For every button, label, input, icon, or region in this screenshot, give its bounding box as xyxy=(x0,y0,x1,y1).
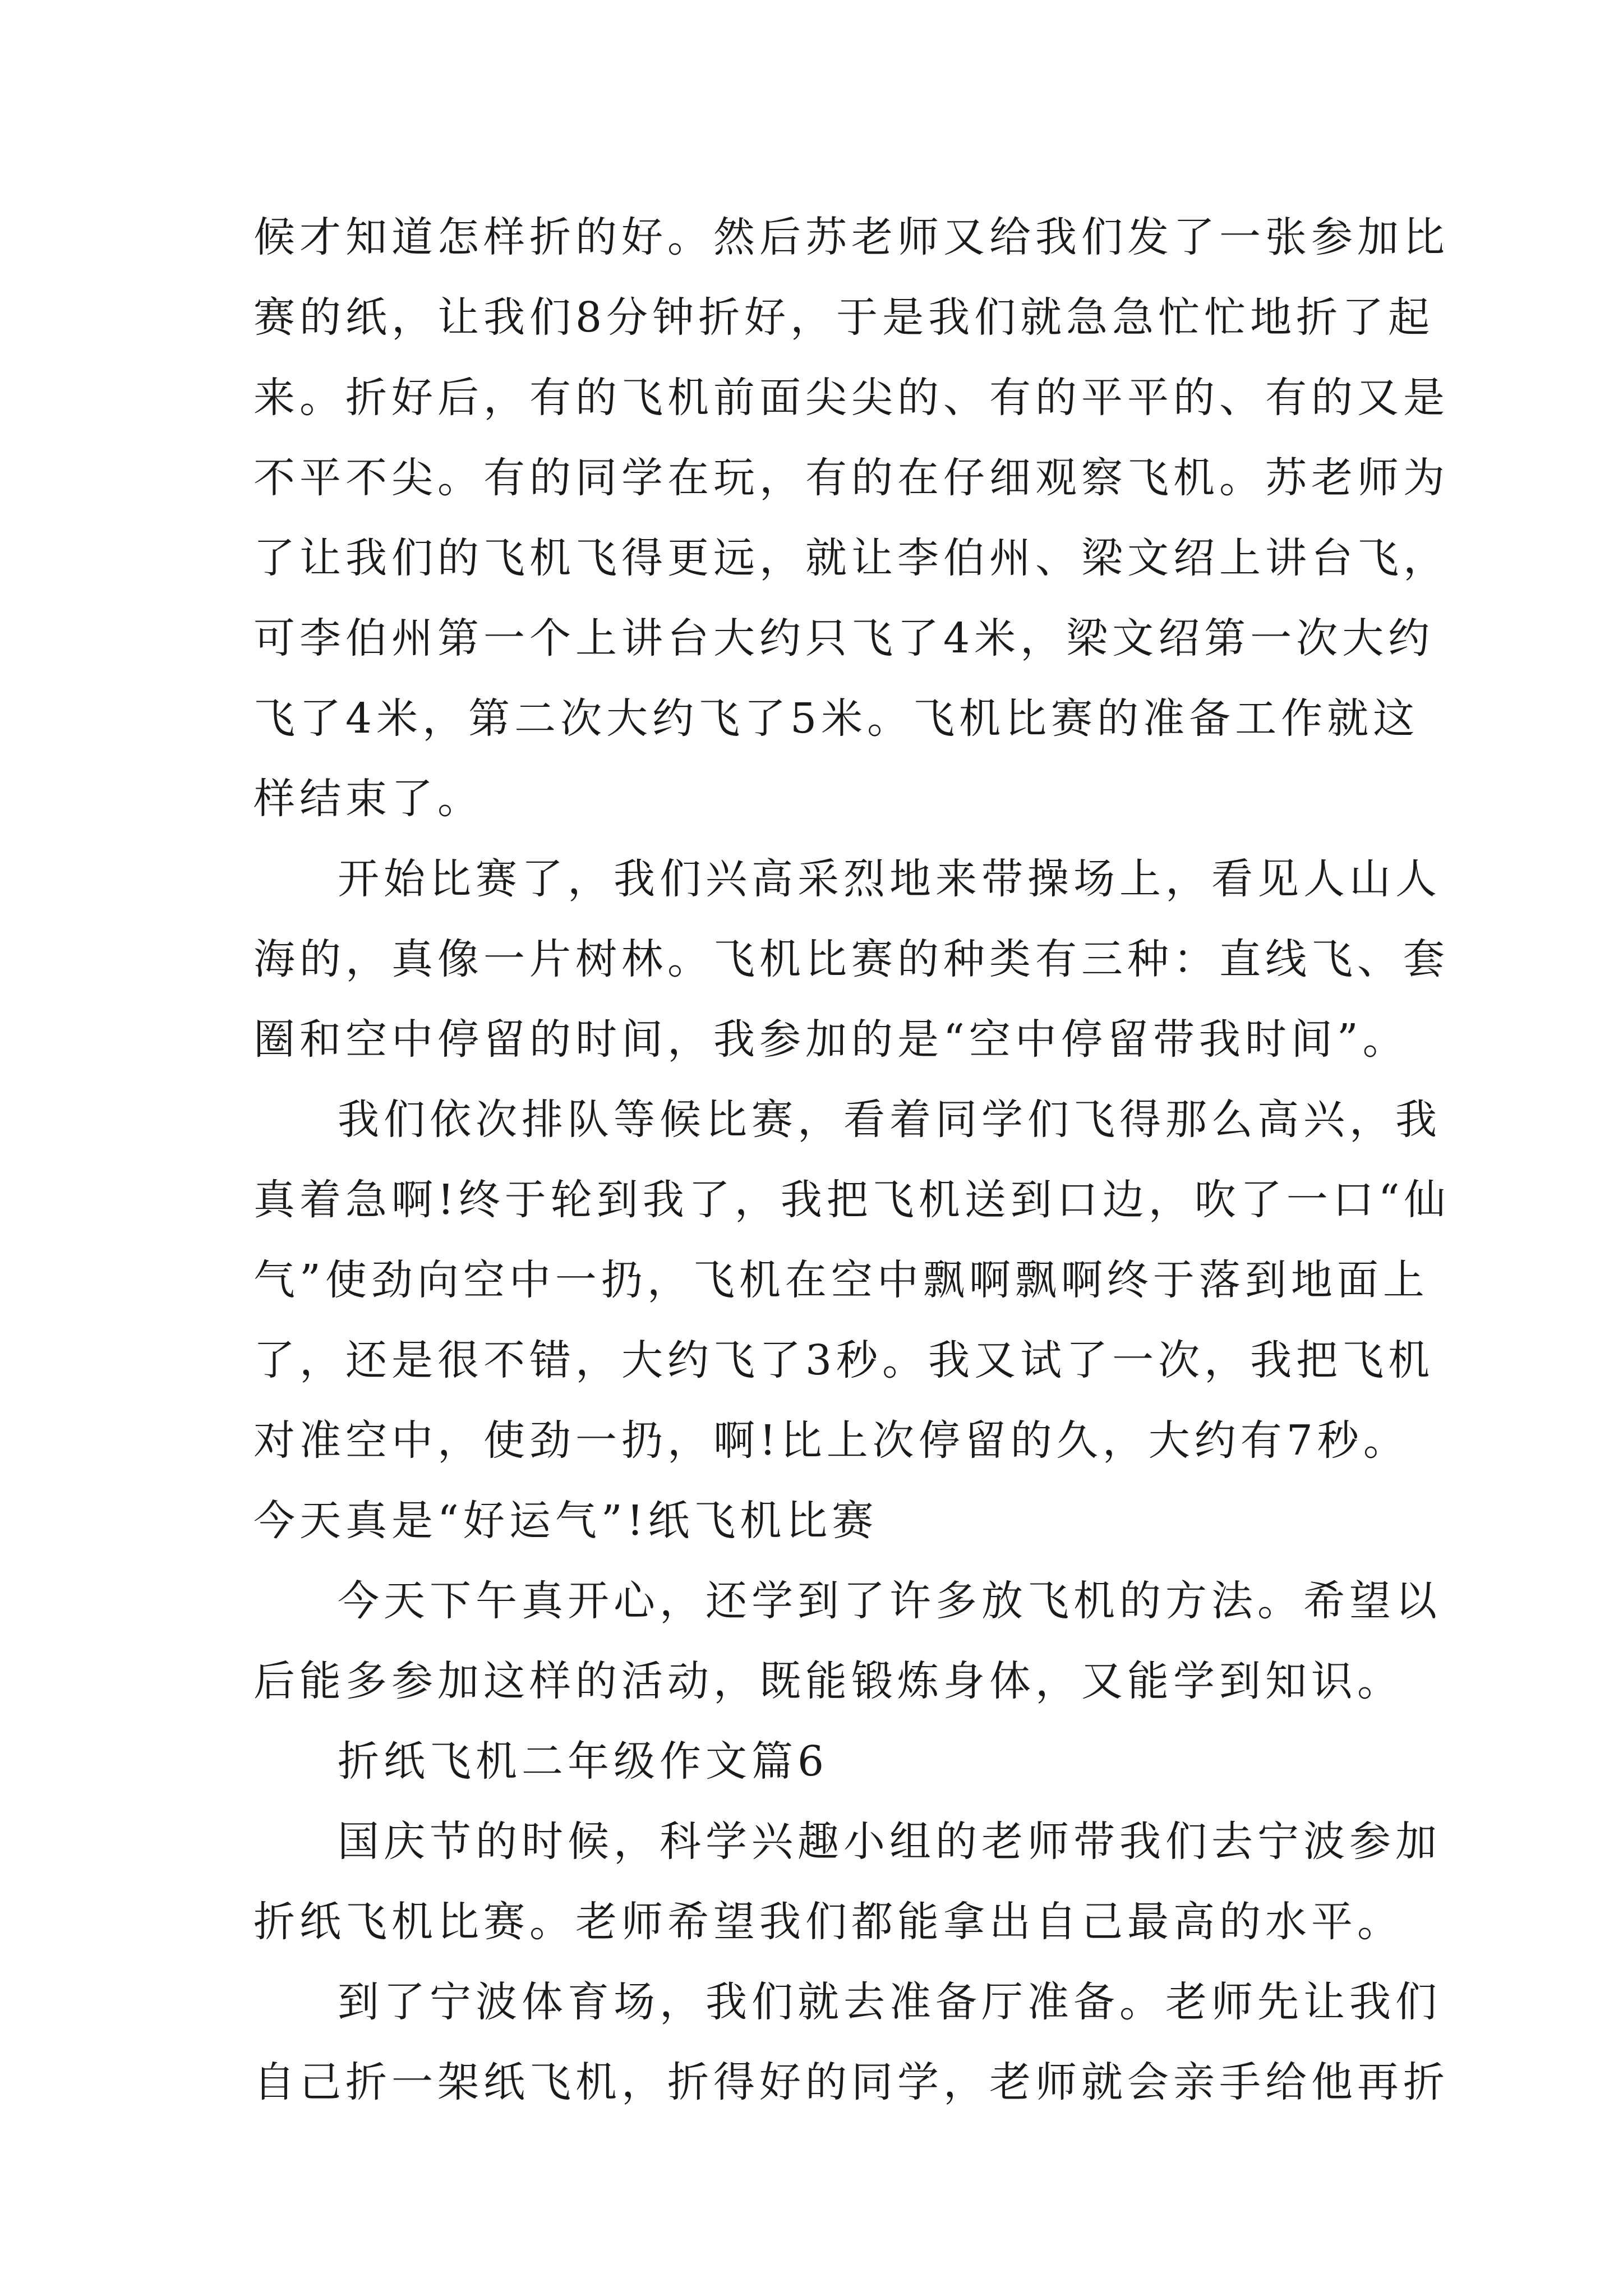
text-line: 了让我们的飞机飞得更远，就让李伯州、梁文绍上讲台飞， xyxy=(253,534,1449,582)
text-line: 了，还是很不错，大约飞了3秒。我又试了一次，我把飞机 xyxy=(253,1336,1435,1384)
text-line: 不平不尖。有的同学在玩，有的在仔细观察飞机。苏老师为 xyxy=(253,454,1449,502)
text-line: 飞了4米，第二次大约飞了5米。飞机比赛的准备工作就这 xyxy=(253,694,1419,743)
text-line: 今天真是“好运气”!纸飞机比赛 xyxy=(253,1497,878,1545)
text-line: 圈和空中停留的时间，我参加的是“空中停留带我时间”。 xyxy=(253,1015,1409,1064)
document-body xyxy=(253,197,1450,2123)
text-line: 赛的纸，让我们8分钟折好，于是我们就急急忙忙地折了起 xyxy=(253,293,1435,342)
text-line: 气”使劲向空中一扔，飞机在空中飘啊飘啊终于落到地面上 xyxy=(253,1256,1429,1304)
text-line: 开始比赛了，我们兴高采烈地来带操场上，看见人山人 xyxy=(338,855,1441,903)
text-line: 国庆节的时候，科学兴趣小组的老师带我们去宁波参加 xyxy=(338,1818,1441,1866)
section-heading: 折纸飞机二年级作文篇6 xyxy=(338,1737,829,1786)
text-line: 可李伯州第一个上讲台大约只飞了4米，梁文绍第一次大约 xyxy=(253,614,1435,662)
text-line: 来。折好后，有的飞机前面尖尖的、有的平平的、有的又是 xyxy=(253,374,1449,422)
text-line: 样结束了。 xyxy=(253,775,483,823)
text-line: 后能多参加这样的活动，既能锻炼身体，又能学到知识。 xyxy=(253,1657,1403,1705)
text-line: 我们依次排队等候比赛，看着同学们飞得那么高兴，我 xyxy=(338,1096,1441,1144)
text-line: 到了宁波体育场，我们就去准备厅准备。老师先让我们 xyxy=(338,1978,1441,2026)
text-line: 今天下午真开心，还学到了许多放飞机的方法。希望以 xyxy=(338,1577,1441,1625)
text-line: 海的，真像一片树林。飞机比赛的种类有三种：直线飞、套 xyxy=(253,935,1449,983)
text-line: 真着急啊!终于轮到我了，我把飞机送到口边，吹了一口“仙 xyxy=(253,1176,1450,1224)
text-line: 对准空中，使劲一扔，啊!比上次停留的久，大约有7秒。 xyxy=(253,1416,1409,1465)
text-line: 候才知道怎样折的好。然后苏老师又给我们发了一张参加比 xyxy=(253,213,1449,261)
text-line: 自己折一架纸飞机，折得好的同学，老师就会亲手给他再折 xyxy=(253,2058,1449,2106)
text-line: 折纸飞机比赛。老师希望我们都能拿出自己最高的水平。 xyxy=(253,1898,1403,1946)
